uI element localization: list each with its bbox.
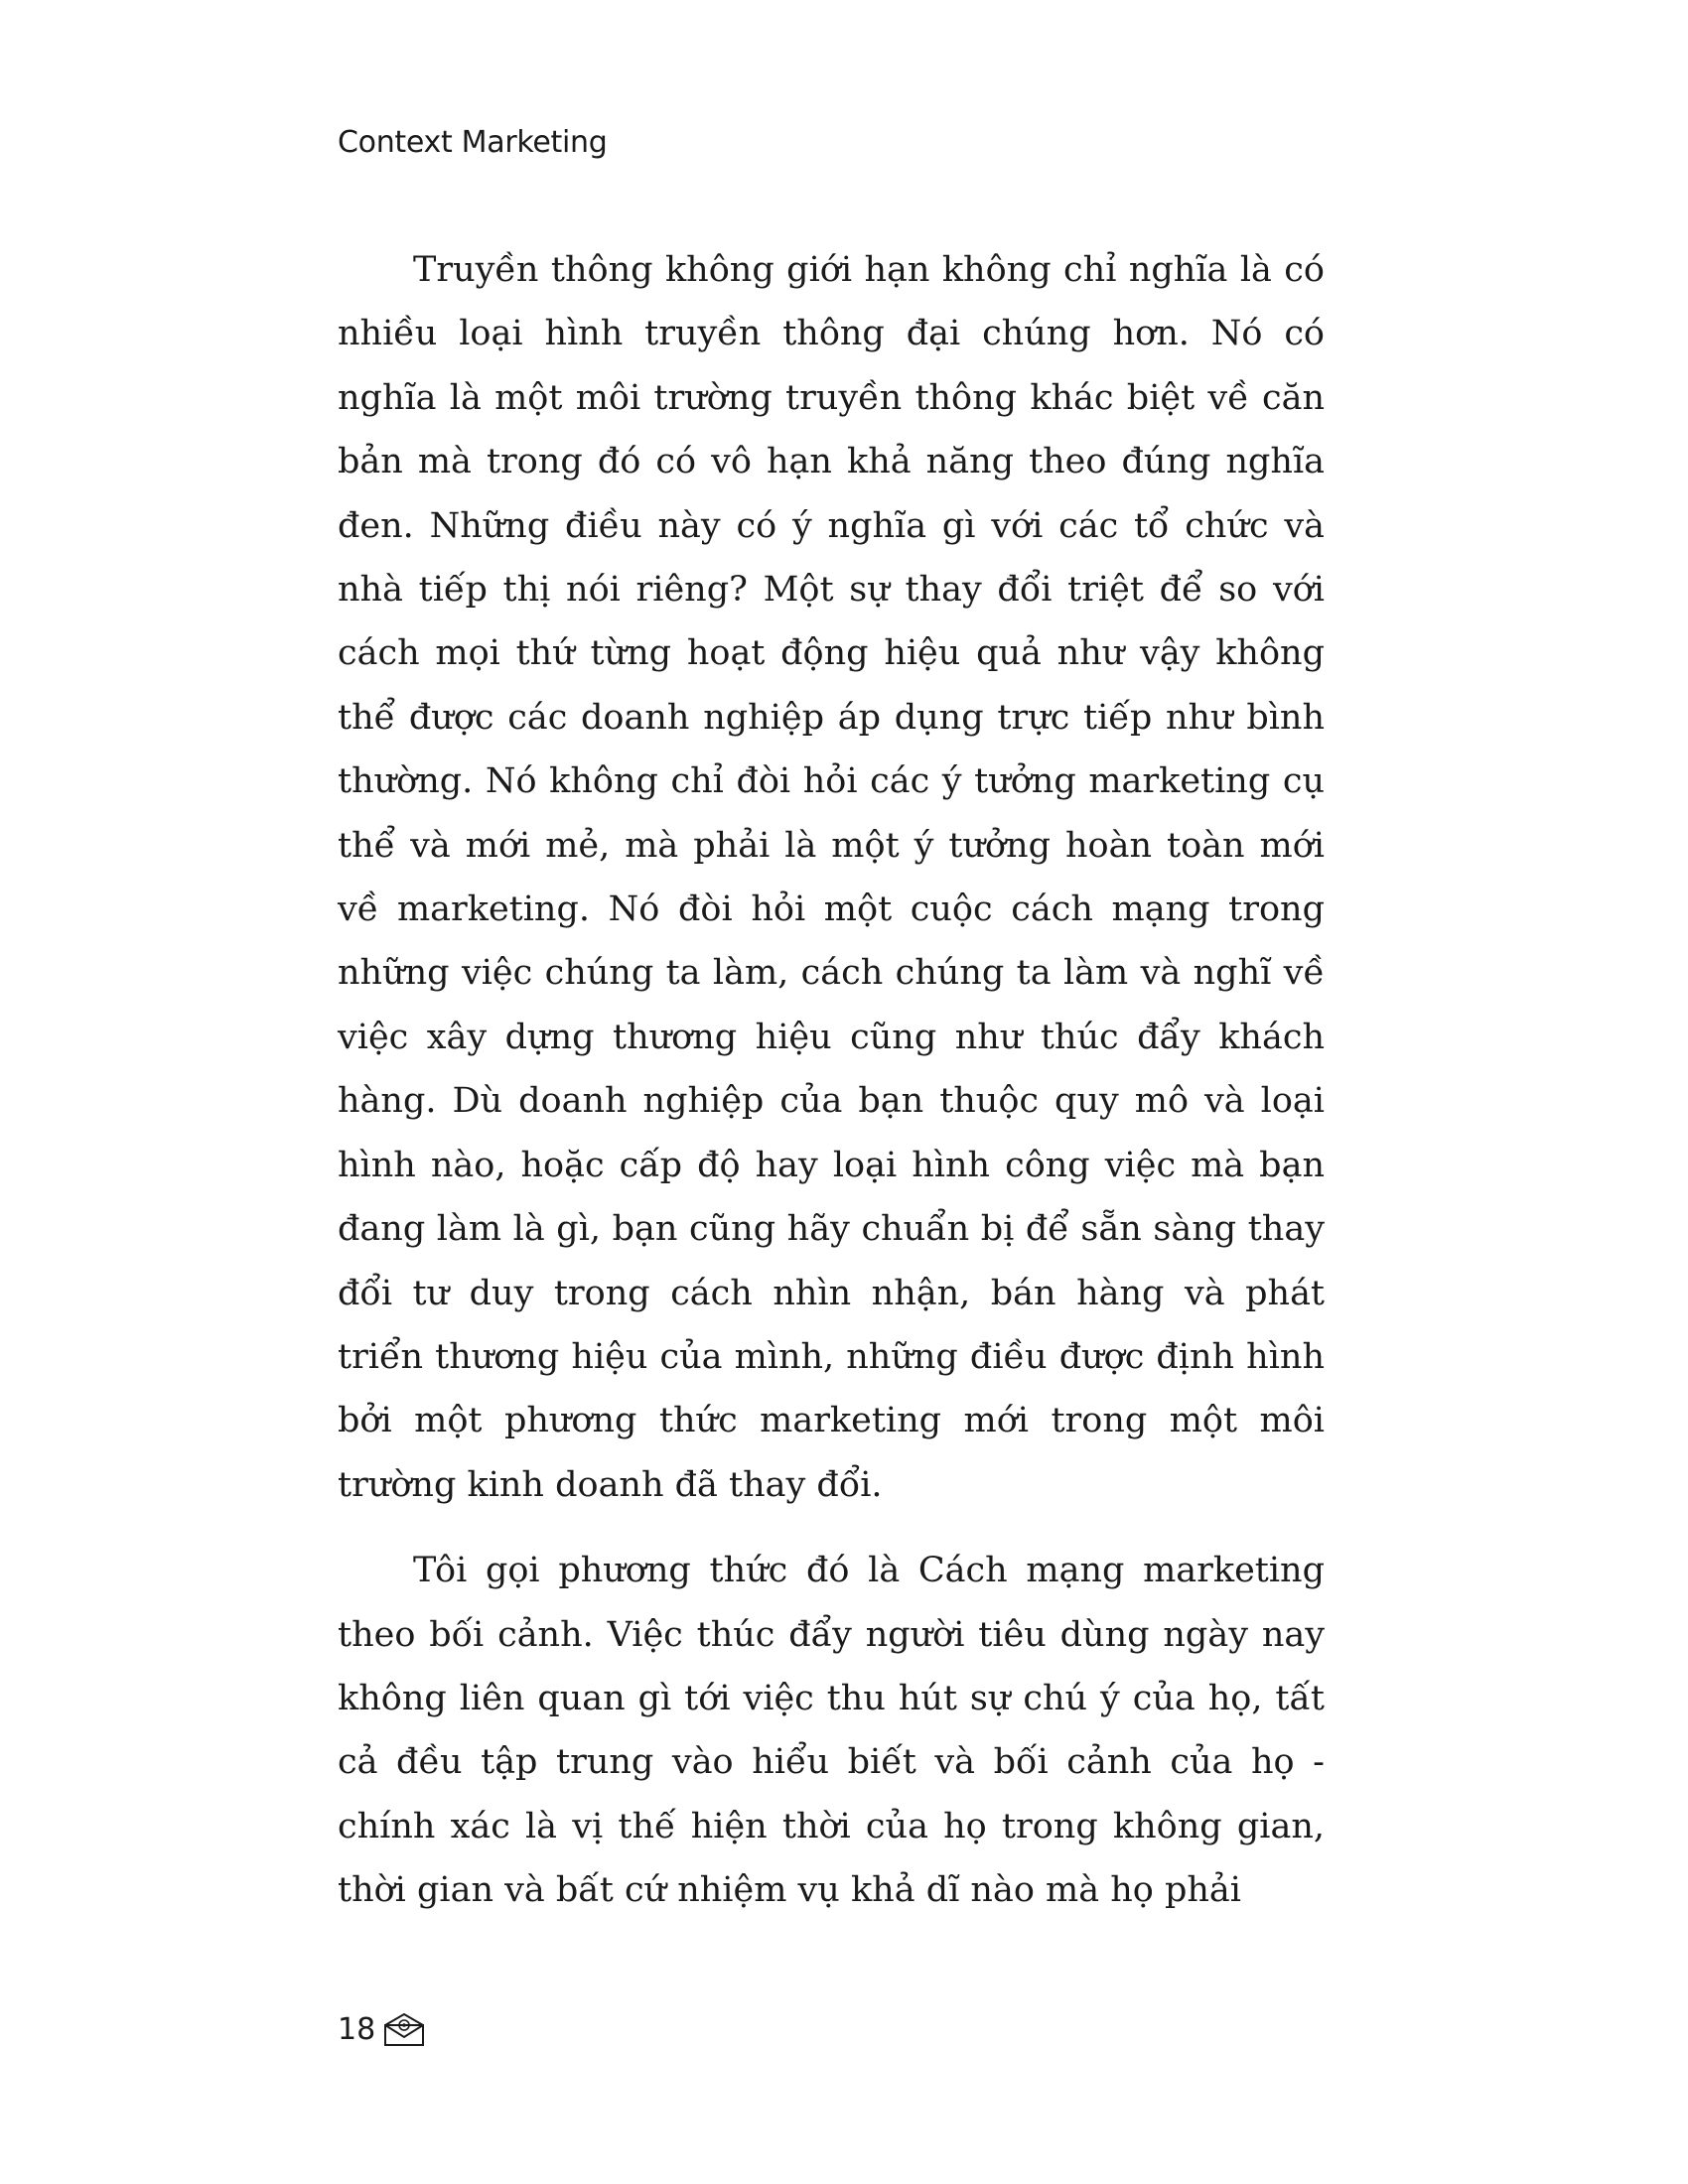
email-envelope-icon [383, 2013, 425, 2047]
paragraph-1: Truyền thông không giới hạn không chỉ nghĩa là có nhiều loại hình truyền thông đại chúng hơn. Nó có nghĩa là một môi trường truyền thông khác biệt về căn bản mà trong đó có vô hạn khả năng theo đúng nghĩa đen. Những điều này có ý nghĩa gì với các tổ chức và nhà tiếp thị nói riêng? Một sự thay đổi triệt để so với cách mọi thứ từng hoạt động hiệu quả như vậy không thể được các doanh nghiệp áp dụng trực tiếp như bình thường. Nó không chỉ đòi hỏi các ý tưởng marketing cụ thể và mới mẻ, mà phải là một ý tưởng hoàn toàn mới về marketing. Nó đòi hỏi một cuộc cách mạng trong những việc chúng ta làm, cách chúng ta làm và nghĩ về việc xây dựng thương hiệu cũng như thúc đẩy khách hàng. Dù doanh nghiệp của bạn thuộc quy mô và loại hình nào, hoặc cấp độ hay loại hình công việc mà bạn đang làm là gì, bạn cũng hãy chuẩn bị để sẵn sàng thay đổi tư duy trong cách nhìn nhận, bán hàng và phát triển thương hiệu của mình, những điều được định hình bởi một phương thức marketing mới trong một môi trường kinh doanh đã thay đổi. [338, 250, 1325, 1505]
body-text [338, 238, 1325, 1923]
running-head-title: Context Marketing [338, 125, 608, 160]
page-footer [338, 2013, 425, 2047]
paragraph-2: Tôi gọi phương thức đó là Cách mạng marketing theo bối cảnh. Việc thúc đẩy người tiêu dùng ngày nay không liên quan gì tới việc thu hút sự chú ý của họ, tất cả đều tập trung vào hiểu biết và bối cảnh của họ - chính xác là vị thế hiện thời của họ trong không gian, thời gian và bất cứ nhiệm vụ khả dĩ nào mà họ phải [338, 1551, 1325, 1911]
page-number: 18 [338, 2012, 376, 2047]
